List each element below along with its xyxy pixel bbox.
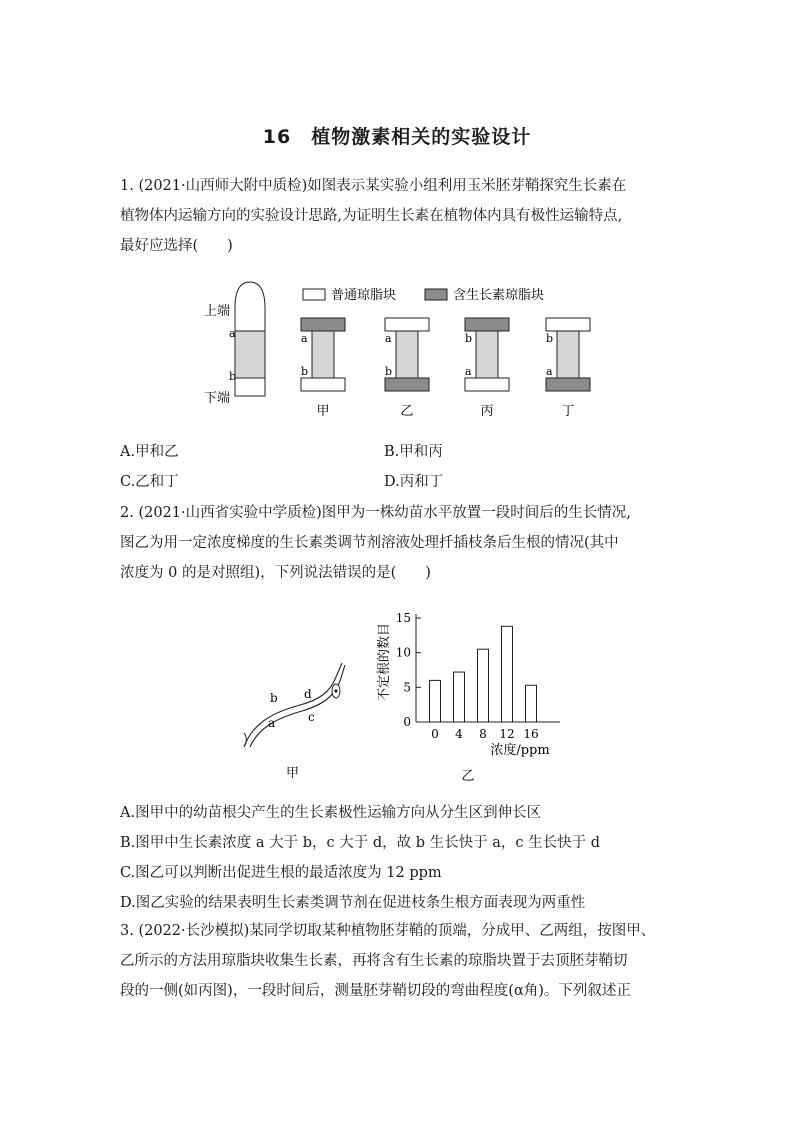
group-bottom-block (301, 378, 345, 391)
group-segment (312, 331, 334, 378)
chart-y-tick-label: 10 (395, 645, 411, 660)
q2-option-d: D.图乙实验的结果表明生长素类调节剂在促进枝条生根方面表现为两重性 (120, 895, 586, 911)
chart-y-tick-label: 0 (403, 715, 411, 729)
chart-y-axis-label: 不定根的数目 (377, 622, 392, 702)
q1-option-a: A.甲和乙 (120, 444, 179, 460)
chart-y-tick-label: 5 (403, 680, 411, 695)
root-count-chart (368, 600, 568, 785)
chart-y-tick-label: 15 (395, 611, 411, 625)
q1-option-c: C.乙和丁 (120, 474, 179, 490)
page-title: 16 植物激素相关的实验设计 (262, 126, 532, 148)
group-top-mark: a (301, 332, 308, 345)
group-label: 丁 (561, 404, 575, 419)
group-segment (557, 331, 579, 378)
group-top-mark: a (385, 332, 392, 345)
group-bottom-mark: a (465, 365, 472, 378)
group-top-block (465, 318, 509, 331)
mark-b-label: b (229, 370, 237, 383)
q2-option-c: C.图乙可以判断出促进生根的最适浓度为 12 ppm (120, 865, 442, 881)
chart-bar (454, 672, 465, 722)
question-3-line: 段的一侧(如丙图)，一段时间后，测量胚芽鞘切段的弯曲程度(α角)。下列叙述正 (120, 983, 631, 999)
group-bottom-block (385, 378, 429, 391)
coleoptile-transport-figure (195, 278, 605, 426)
seedling-label-c: c (308, 710, 315, 724)
question-1-stem (120, 171, 680, 261)
legend-plain-swatch (303, 289, 325, 300)
group-bottom-mark: a (546, 365, 553, 378)
q2-option-b: B.图甲中生长素浓度 a 大于 b，c 大于 d，故 b 生长快于 a，c 生长快于 d (120, 835, 601, 851)
question-2-options (120, 798, 680, 918)
group-top-mark: b (546, 332, 554, 345)
group-bottom-mark: b (301, 365, 309, 378)
seedling-label-d: d (304, 687, 312, 701)
group-2 (465, 318, 509, 419)
chart-bar (502, 626, 513, 722)
group-top-block (546, 318, 590, 331)
legend-auxin-swatch (425, 289, 447, 300)
legend-auxin-label: 含生长素琼脂块 (453, 288, 545, 303)
chart-x-axis-label: 浓度/ppm (490, 743, 550, 758)
question-1-line: 植物体内运输方向的实验设计思路,为证明生长素在植物体内具有极性运输特点, (120, 208, 623, 224)
question-2-line: 图乙为用一定浓度梯度的生长素类调节剂溶液处理扦插枝条后生根的情况(其中 (120, 535, 619, 551)
experiment-groups (301, 318, 590, 419)
seedling-label-a: a (268, 716, 276, 730)
lower-end-label: 下端 (204, 391, 231, 406)
chart-x-tick-label: 0 (431, 727, 439, 741)
chart-x-tick-label: 4 (455, 727, 463, 741)
group-3 (546, 318, 590, 419)
q1-option-d: D.丙和丁 (384, 474, 444, 490)
chart-bar (430, 680, 441, 722)
mark-a-label: a (229, 327, 236, 340)
chart-bar (526, 685, 537, 722)
question-1-line: 最好应选择( ) (120, 238, 233, 254)
chart-x-tick-label: 12 (499, 727, 515, 741)
question-2-stem (120, 498, 680, 588)
upper-end-label: 上端 (204, 304, 231, 319)
q1-option-b: B.甲和丙 (384, 444, 443, 460)
group-bottom-mark: b (385, 365, 393, 378)
question-3-line: 3. (2022·长沙模拟)某同学切取某种植物胚芽鞘的顶端，分成甲、乙两组，按图甲、 (120, 923, 656, 939)
chart-x-tick-label: 16 (523, 727, 539, 741)
group-top-mark: b (465, 332, 473, 345)
question-3-line: 乙所示的方法用琼脂块收集生长素，再将含有生长素的琼脂块置于去顶胚芽鞘切 (120, 953, 628, 969)
question-1-line: 1. (2021·山西师大附中质检)如图表示某实验小组利用玉米胚芽鞘探究生长素在 (120, 178, 627, 194)
group-segment (476, 331, 498, 378)
question-2-line: 浓度为 0 的是对照组)，下列说法错误的是( ) (120, 565, 431, 581)
seedling-label-b: b (270, 691, 278, 705)
question-3-stem (120, 916, 680, 1006)
group-label: 乙 (400, 404, 414, 419)
q2-option-a: A.图甲中的幼苗根尖产生的生长素极性运输方向从分生区到伸长区 (120, 805, 542, 821)
chart-caption: 乙 (461, 769, 475, 784)
chart-bar (478, 649, 489, 722)
chart-x-tick-label: 8 (479, 727, 487, 741)
group-bottom-block (465, 378, 509, 391)
group-label: 甲 (316, 404, 330, 419)
group-0 (301, 318, 345, 419)
coleoptile-segment (235, 331, 265, 378)
seedling-node-dot (334, 689, 337, 692)
seedling-figure (230, 655, 360, 780)
group-top-block (301, 318, 345, 331)
group-segment (396, 331, 418, 378)
seedling-caption: 甲 (286, 766, 300, 780)
legend-plain-label: 普通琼脂块 (331, 288, 397, 303)
group-1 (385, 318, 429, 419)
group-label: 丙 (480, 404, 494, 419)
question-2-line: 2. (2021·山西省实验中学质检)图甲为一株幼苗水平放置一段时间后的生长情况, (120, 505, 631, 521)
group-bottom-block (546, 378, 590, 391)
group-top-block (385, 318, 429, 331)
